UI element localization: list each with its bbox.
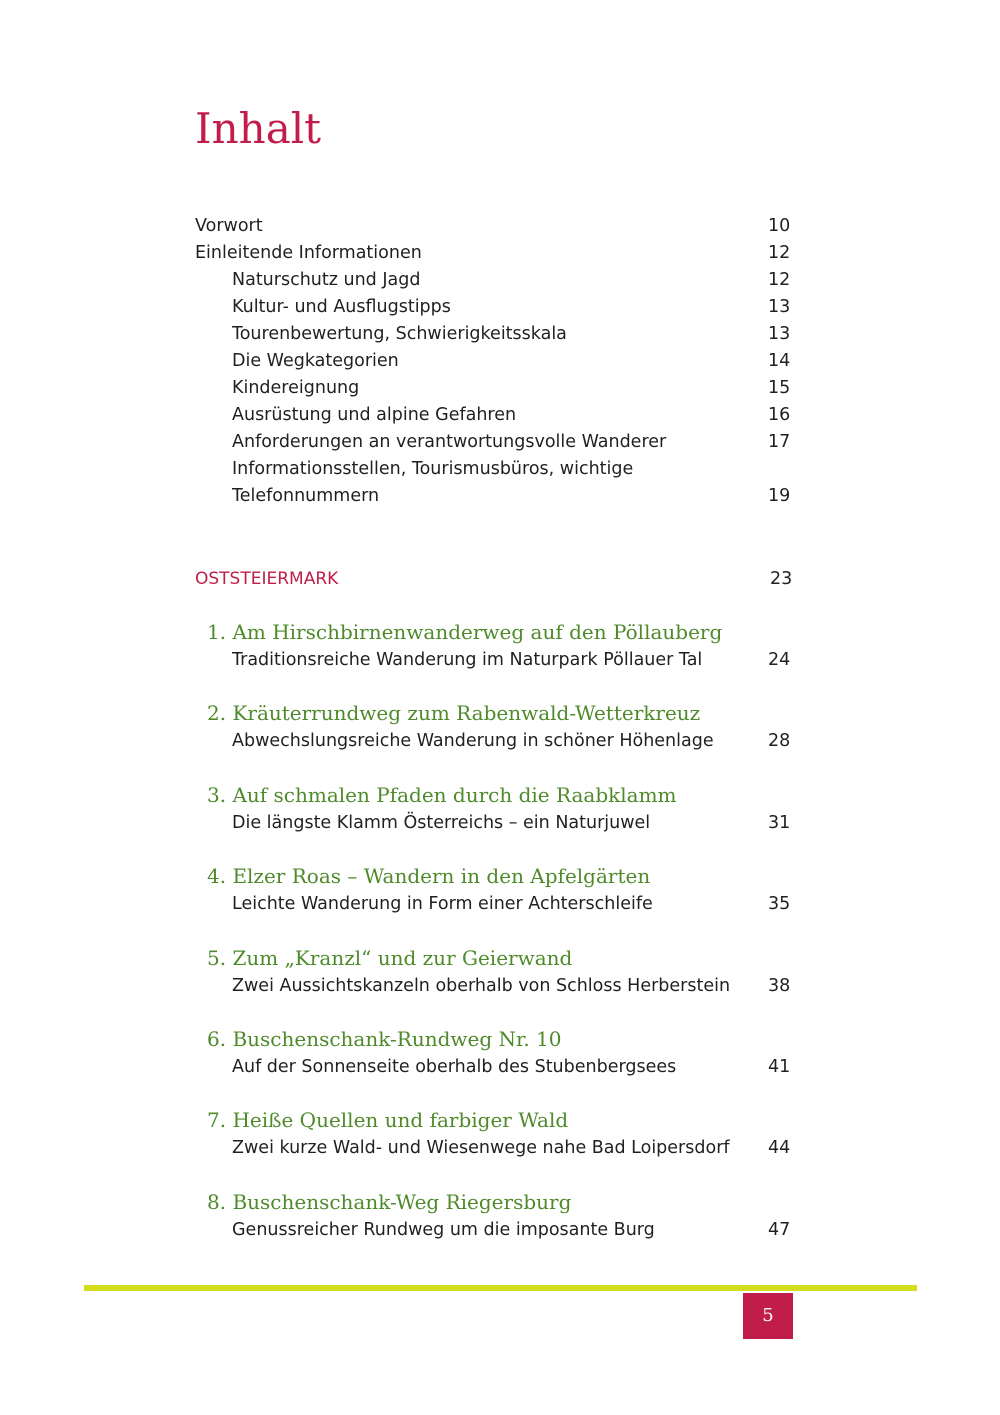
toc-subentry-label[interactable]: Telefonnummern xyxy=(232,486,380,506)
page-title: Inhalt xyxy=(195,104,322,153)
toc-subentry-label[interactable]: Naturschutz und Jagd xyxy=(232,270,421,290)
tour-page: 35 xyxy=(768,894,791,914)
tour-page: 41 xyxy=(768,1057,791,1077)
footer-rule xyxy=(84,1285,917,1291)
section-page: 23 xyxy=(770,569,793,589)
page-number: 5 xyxy=(743,1293,793,1339)
toc-subentry-label[interactable]: Informationsstellen, Tourismusbüros, wichtige xyxy=(232,459,634,479)
tour-title[interactable]: 4. Elzer Roas – Wandern in den Apfelgärten xyxy=(207,864,651,888)
tour-page: 28 xyxy=(768,731,791,751)
tour-title[interactable]: 6. Buschenschank-Rundweg Nr. 10 xyxy=(207,1027,562,1051)
tour-title[interactable]: 2. Kräuterrundweg zum Rabenwald-Wetterkreuz xyxy=(207,701,701,725)
tour-page: 24 xyxy=(768,650,791,670)
tour-subtitle: Traditionsreiche Wanderung im Naturpark Pöllauer Tal xyxy=(232,650,703,670)
tour-page: 31 xyxy=(768,813,791,833)
toc-subentry-label[interactable]: Kultur- und Ausflugstipps xyxy=(232,297,451,317)
tour-title[interactable]: 8. Buschenschank-Weg Riegersburg xyxy=(207,1190,572,1214)
toc-entry-page: 12 xyxy=(768,270,791,290)
tour-title[interactable]: 1. Am Hirschbirnenwanderweg auf den Pöllauberg xyxy=(207,620,723,644)
toc-entry-page: 17 xyxy=(768,432,791,452)
toc-subentry-label[interactable]: Die Wegkategorien xyxy=(232,351,399,371)
tour-title[interactable]: 3. Auf schmalen Pfaden durch die Raabklamm xyxy=(207,783,677,807)
tour-subtitle: Die längste Klamm Österreichs – ein Naturjuwel xyxy=(232,813,651,833)
toc-entry-page: 14 xyxy=(768,351,791,371)
tour-page: 44 xyxy=(768,1138,791,1158)
toc-subentry-label[interactable]: Anforderungen an verantwortungsvolle Wanderer xyxy=(232,432,667,452)
tour-subtitle: Auf der Sonnenseite oberhalb des Stubenbergsees xyxy=(232,1057,677,1077)
toc-entry-page: 16 xyxy=(768,405,791,425)
toc-subentry-label[interactable]: Kindereignung xyxy=(232,378,360,398)
tour-page: 38 xyxy=(768,976,791,996)
toc-entry-page: 10 xyxy=(768,216,791,236)
section-heading[interactable]: OSTSTEIERMARK xyxy=(195,569,339,589)
tour-subtitle: Genussreicher Rundweg um die imposante Burg xyxy=(232,1220,655,1240)
tour-title[interactable]: 5. Zum „Kranzl“ und zur Geierwand xyxy=(207,946,573,970)
toc-entry-page: 12 xyxy=(768,243,791,263)
toc-entry-page: 15 xyxy=(768,378,791,398)
tour-subtitle: Zwei Aussichtskanzeln oberhalb von Schloss Herberstein xyxy=(232,976,731,996)
tour-subtitle: Zwei kurze Wald- und Wiesenwege nahe Bad Loipersdorf xyxy=(232,1138,730,1158)
tour-title[interactable]: 7. Heiße Quellen und farbiger Wald xyxy=(207,1108,569,1132)
tour-page: 47 xyxy=(768,1220,791,1240)
toc-subentry-label[interactable]: Tourenbewertung, Schwierigkeitsskala xyxy=(232,324,567,344)
tour-subtitle: Leichte Wanderung in Form einer Achterschleife xyxy=(232,894,653,914)
tour-subtitle: Abwechslungsreiche Wanderung in schöner Höhenlage xyxy=(232,731,714,751)
toc-subentry-label[interactable]: Ausrüstung und alpine Gefahren xyxy=(232,405,517,425)
toc-entry-label[interactable]: Einleitende Informationen xyxy=(195,243,422,263)
toc-entry-label[interactable]: Vorwort xyxy=(195,216,263,236)
toc-entry-page: 19 xyxy=(768,486,791,506)
toc-entry-page: 13 xyxy=(768,324,791,344)
toc-entry-page: 13 xyxy=(768,297,791,317)
